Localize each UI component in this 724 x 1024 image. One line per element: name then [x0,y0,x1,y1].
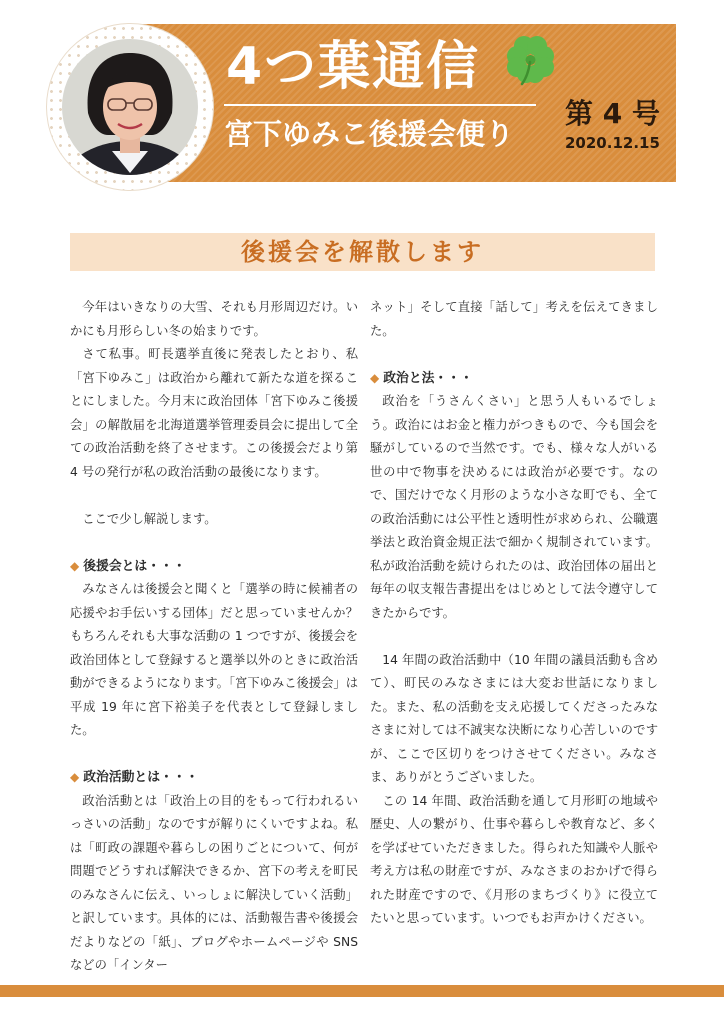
portrait-illustration [62,39,198,175]
paragraph: さて私事。町長選挙直後に発表したとおり、私「宮下ゆみこ」は政治から離れて新たな道を探ることにしました。今月末に政治団体「宮下ゆみこ後援会」の解散届を北海道選挙管理委員会に提出して全ての政治活動を終了させます。この後援会だより第 4 号の発行が私の政治活動の最後になります。 [70,347,358,479]
diamond-bullet-icon: ◆ [370,370,380,385]
spacer [70,531,358,555]
paragraph: ネット」そして直接「話して」考えを伝えてきました。 [370,300,658,338]
diamond-bullet-icon: ◆ [70,770,80,784]
section-heading [70,555,358,579]
paragraph: 政治活動とは「政治上の目的をもって行われるいっさいの活動」なのですが解りにくいですよね。私は「町政の課題や暮らしの困りごとについて、何が問題でどうすれば解決できるか、宮下の考えを町民のみなさんに伝え、いっしょに解決していく活動」と訳しています。具体的には、活動報告書や後援会だよりなどの「紙」、ブログやホームページや SNS などの「インター [70,793,358,972]
article-headline: 後援会を解散します [70,233,655,271]
footer-bar [0,985,724,997]
issue-number: 第 4 号 [565,97,660,130]
left-column [70,296,371,978]
issue-date: 2020.12.15 [565,134,660,152]
newsletter-subtitle: 宮下ゆみこ後援会便り [224,117,515,151]
spacer [70,743,358,767]
section-heading-text: 政治と法・・・ [383,370,473,386]
spacer [370,343,658,367]
right-column [370,296,658,931]
paragraph: 今年はいきなりの大雪、それも月形周辺だけ。いかにも月形らしい冬の始まりです。 [70,300,358,338]
spacer [370,625,658,649]
paragraph: 政治を「うさんくさい」と思う人もいるでしょう。政治にはお金と権力がつきもので、今も国会を騒がしているので当然です。でも、様々な人がいる世の中で物事を決めるには政治が必要です。なので、国だけでなく月形のような小さな町でも、全ての政治活動には公平性と透明性が求められ、公職選挙法と政治資金規正法で細かく規制されています。私が政治活動を続けられたのは、政治団体の届出と毎年の収支報告書提出をはじめとして法令遵守してきたからです。 [370,394,658,620]
portrait-frame [47,24,213,190]
section-heading-text: 後援会とは・・・ [83,558,186,574]
newsletter-title: 4つ葉通信 [226,37,481,97]
portrait-photo [62,39,198,175]
clover-icon [504,32,558,86]
title-divider [224,104,536,106]
paragraph: この 14 年間、政治活動を通して月形町の地域や歴史、人の繋がり、仕事や暮らしや教育など、多くを学ばせていただきました。得られた知識や人脈や考え方は私の財産ですが、みなさまのおかげで得られた財産ですので、《月形のまちづくり》に役立てたいと思っています。いつでもお声かけください。 [370,793,658,925]
diamond-bullet-icon: ◆ [70,558,80,573]
paragraph: ここで少し解説します。 [82,511,217,526]
section-heading [370,367,658,391]
spacer [70,484,358,508]
section-heading [70,766,358,790]
paragraph: 14 年間の政治活動中（10 年間の議員活動も含めて）、町民のみなさまには大変お世話になりました。また、私の活動を支え応援してくださったみなさまに対しては不誠実な決断になり心苦しいのですが、ここで区切りをつけさせてください。みなさま、ありがとうございました。 [370,652,658,784]
paragraph: みなさんは後援会と聞くと「選挙の時に候補者の応援やお手伝いする団体」だと思っていませんか？ もちろんそれも大事な活動の 1 つですが、後援会を政治団体として登録すると選挙以外のときに政治活動ができるようになります。「宮下ゆみこ後援会」は平成 19 年に宮下裕美子を代表として登録しました。 [70,582,371,737]
section-heading-text: 政治活動とは・・・ [83,770,199,785]
